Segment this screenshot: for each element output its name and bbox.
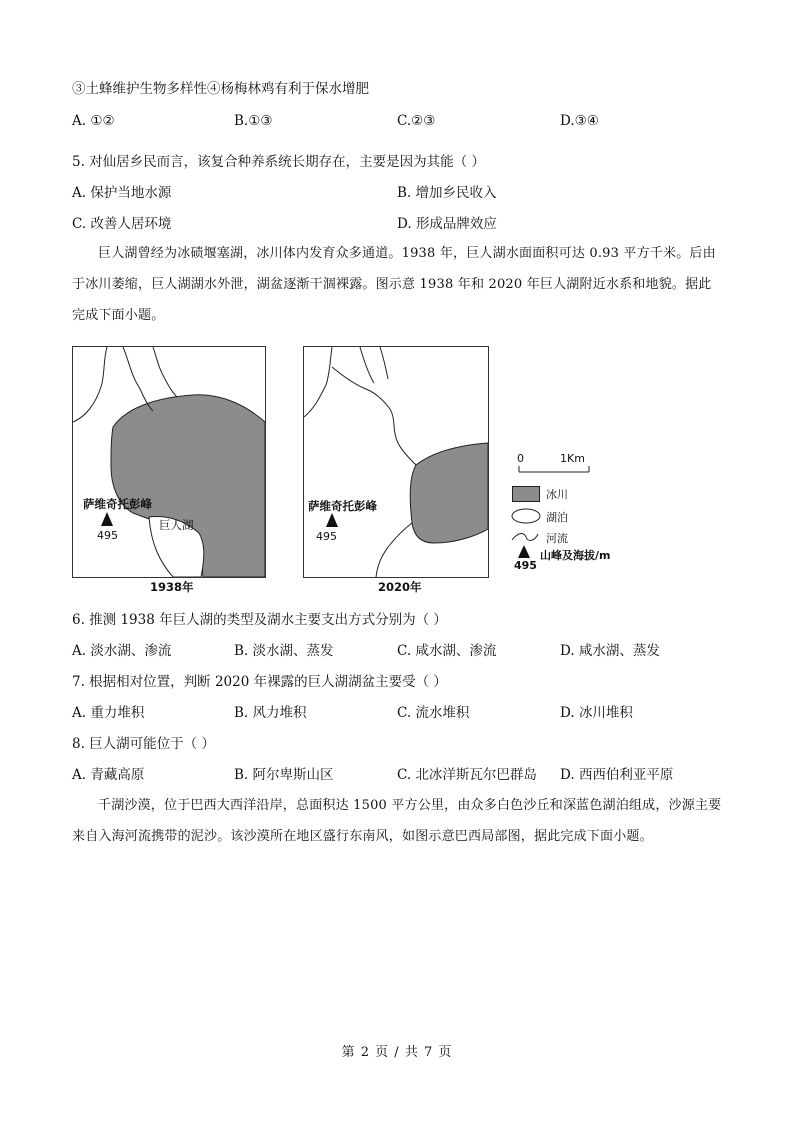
option-letter: A. xyxy=(72,705,87,721)
option-letter: D. xyxy=(560,643,575,659)
q6-stem: 6. 推测 1938 年巨人湖的类型及湖水主要支出方式分别为（ ） xyxy=(72,612,447,628)
q7-option-c[interactable] xyxy=(397,704,469,722)
peak-legend-elevation: 495 xyxy=(514,559,537,572)
q5-option-a[interactable] xyxy=(72,184,171,202)
option-letter: D. xyxy=(560,767,575,783)
peak-elevation-label: 495 xyxy=(97,529,118,542)
river-line xyxy=(380,347,388,379)
option-letter: B. xyxy=(234,767,249,783)
q5-option-d[interactable] xyxy=(397,215,497,233)
q5-option-b[interactable] xyxy=(397,184,497,202)
option-text: 流水堆积 xyxy=(415,705,470,721)
peak-triangle-icon xyxy=(101,512,113,526)
option-text: ①③ xyxy=(248,113,273,129)
river-line xyxy=(332,367,416,465)
option-letter: A. xyxy=(72,113,87,129)
q4-option-b[interactable] xyxy=(234,112,272,130)
river-line xyxy=(304,347,332,417)
q7-option-d[interactable] xyxy=(560,704,633,722)
option-text: 淡水湖、蒸发 xyxy=(252,643,334,659)
scale-bar xyxy=(518,466,590,474)
peak-name-label: 萨维奇托彭峰 xyxy=(83,497,152,511)
q8-option-b[interactable] xyxy=(234,766,334,784)
option-text: 重力堆积 xyxy=(90,705,145,721)
page-footer: 第 2 页 / 共 7 页 xyxy=(341,1045,453,1060)
river-legend-label: 河流 xyxy=(546,532,568,545)
option-text: 风力堆积 xyxy=(252,705,307,721)
option-letter: C. xyxy=(72,216,87,232)
river-line xyxy=(73,347,107,422)
lake-legend-swatch xyxy=(510,508,542,524)
q6-option-a[interactable] xyxy=(72,642,171,660)
q4-option-d[interactable] xyxy=(560,112,599,130)
river-legend-swatch xyxy=(510,530,540,544)
glacier-shape xyxy=(410,443,488,543)
option-text: ②③ xyxy=(411,113,436,129)
option-text: 淡水湖、渗流 xyxy=(90,643,172,659)
option-letter: B. xyxy=(234,705,249,721)
option-text: ①② xyxy=(90,113,115,129)
river-line xyxy=(123,347,153,411)
scale-end-label: 1Km xyxy=(560,452,585,465)
option-text: 冰川堆积 xyxy=(578,705,633,721)
scale-zero-label: 0 xyxy=(517,452,524,465)
glacier-legend-label: 冰川 xyxy=(546,488,568,501)
peak-triangle-icon xyxy=(326,513,338,527)
river-line xyxy=(360,347,374,383)
option-letter: C. xyxy=(397,767,412,783)
map-2020-caption: 2020年 xyxy=(378,580,422,594)
option-letter: B. xyxy=(234,643,249,659)
q7-option-a[interactable] xyxy=(72,704,144,722)
peak-legend-label: 山峰及海拔/m xyxy=(540,549,611,562)
lake-legend-label: 湖泊 xyxy=(546,511,568,524)
map-1938 xyxy=(72,346,266,578)
q5-stem: 5. 对仙居乡民而言，该复合种养系统长期存在，主要是因为其能（ ） xyxy=(72,154,485,170)
q6-option-c[interactable] xyxy=(397,642,496,660)
q4-option-a[interactable] xyxy=(72,112,115,130)
passage-giant-lake: 巨人湖曾经为冰碛堰塞湖，冰川体内发育众多通道。1938 年，巨人湖水面面积可达 0.93 平方千米。后由于冰川萎缩，巨人湖湖水外泄，湖盆逐渐干涸裸露。图示意 1938 年和 2020 年巨人湖附近水系和地貌。据此完成下面小题。 xyxy=(72,246,716,323)
option-text: 青藏高原 xyxy=(90,767,145,783)
option-text: 改善人居环境 xyxy=(90,216,172,232)
option-text: 增加乡民收入 xyxy=(415,185,497,201)
option-text: 咸水湖、渗流 xyxy=(415,643,497,659)
q8-option-c[interactable] xyxy=(397,766,537,784)
peak-name-label: 萨维奇托彭峰 xyxy=(308,499,377,513)
map-2020 xyxy=(303,346,489,578)
option-text: 北冰洋斯瓦尔巴群岛 xyxy=(415,767,537,783)
q6-option-d[interactable] xyxy=(560,642,660,660)
river-line xyxy=(153,347,177,397)
option-text: 形成品牌效应 xyxy=(415,216,497,232)
option-letter: A. xyxy=(72,767,87,783)
q7-option-b[interactable] xyxy=(234,704,307,722)
option-text: 西西伯利亚平原 xyxy=(578,767,674,783)
q8-option-a[interactable] xyxy=(72,766,144,784)
q8-stem: 8. 巨人湖可能位于（ ） xyxy=(72,736,215,752)
statements-line: ③土蜂维护生物多样性④杨梅林鸡有利于保水增肥 xyxy=(72,81,369,97)
option-text: 阿尔卑斯山区 xyxy=(252,767,334,783)
option-letter: C. xyxy=(397,113,412,129)
peak-elevation-label: 495 xyxy=(316,530,337,543)
option-letter: A. xyxy=(72,185,87,201)
peak-legend-icon xyxy=(518,545,530,558)
option-text: 保护当地水源 xyxy=(90,185,172,201)
option-letter: B. xyxy=(234,113,249,129)
option-text: 咸水湖、蒸发 xyxy=(578,643,660,659)
river-line xyxy=(376,523,412,577)
map-1938-caption: 1938年 xyxy=(150,580,194,594)
q4-option-c[interactable] xyxy=(397,112,435,130)
passage-lencois-desert: 千湖沙漠，位于巴西大西洋沿岸，总面积达 1500 平方公里，由众多白色沙丘和深蓝色湖泊组成，沙源主要来自入海河流携带的泥沙。该沙漠所在地区盛行东南风，如图示意巴西局部图，据此完成下面小题。 xyxy=(72,798,722,844)
option-text: ③④ xyxy=(574,113,599,129)
q6-option-b[interactable] xyxy=(234,642,334,660)
option-letter: D. xyxy=(560,113,575,129)
option-letter: C. xyxy=(397,643,412,659)
option-letter: A. xyxy=(72,643,87,659)
lake-name-label: 巨人湖 xyxy=(159,518,194,532)
q7-stem: 7. 根据相对位置，判断 2020 年裸露的巨人湖湖盆主要受（ ） xyxy=(72,674,447,690)
option-letter: D. xyxy=(397,216,412,232)
option-letter: D. xyxy=(560,705,575,721)
glacier-legend-swatch xyxy=(512,486,540,502)
q8-option-d[interactable] xyxy=(560,766,673,784)
option-letter: B. xyxy=(397,185,412,201)
q5-option-c[interactable] xyxy=(72,215,171,233)
map-1938-drawing xyxy=(73,347,265,577)
option-letter: C. xyxy=(397,705,412,721)
